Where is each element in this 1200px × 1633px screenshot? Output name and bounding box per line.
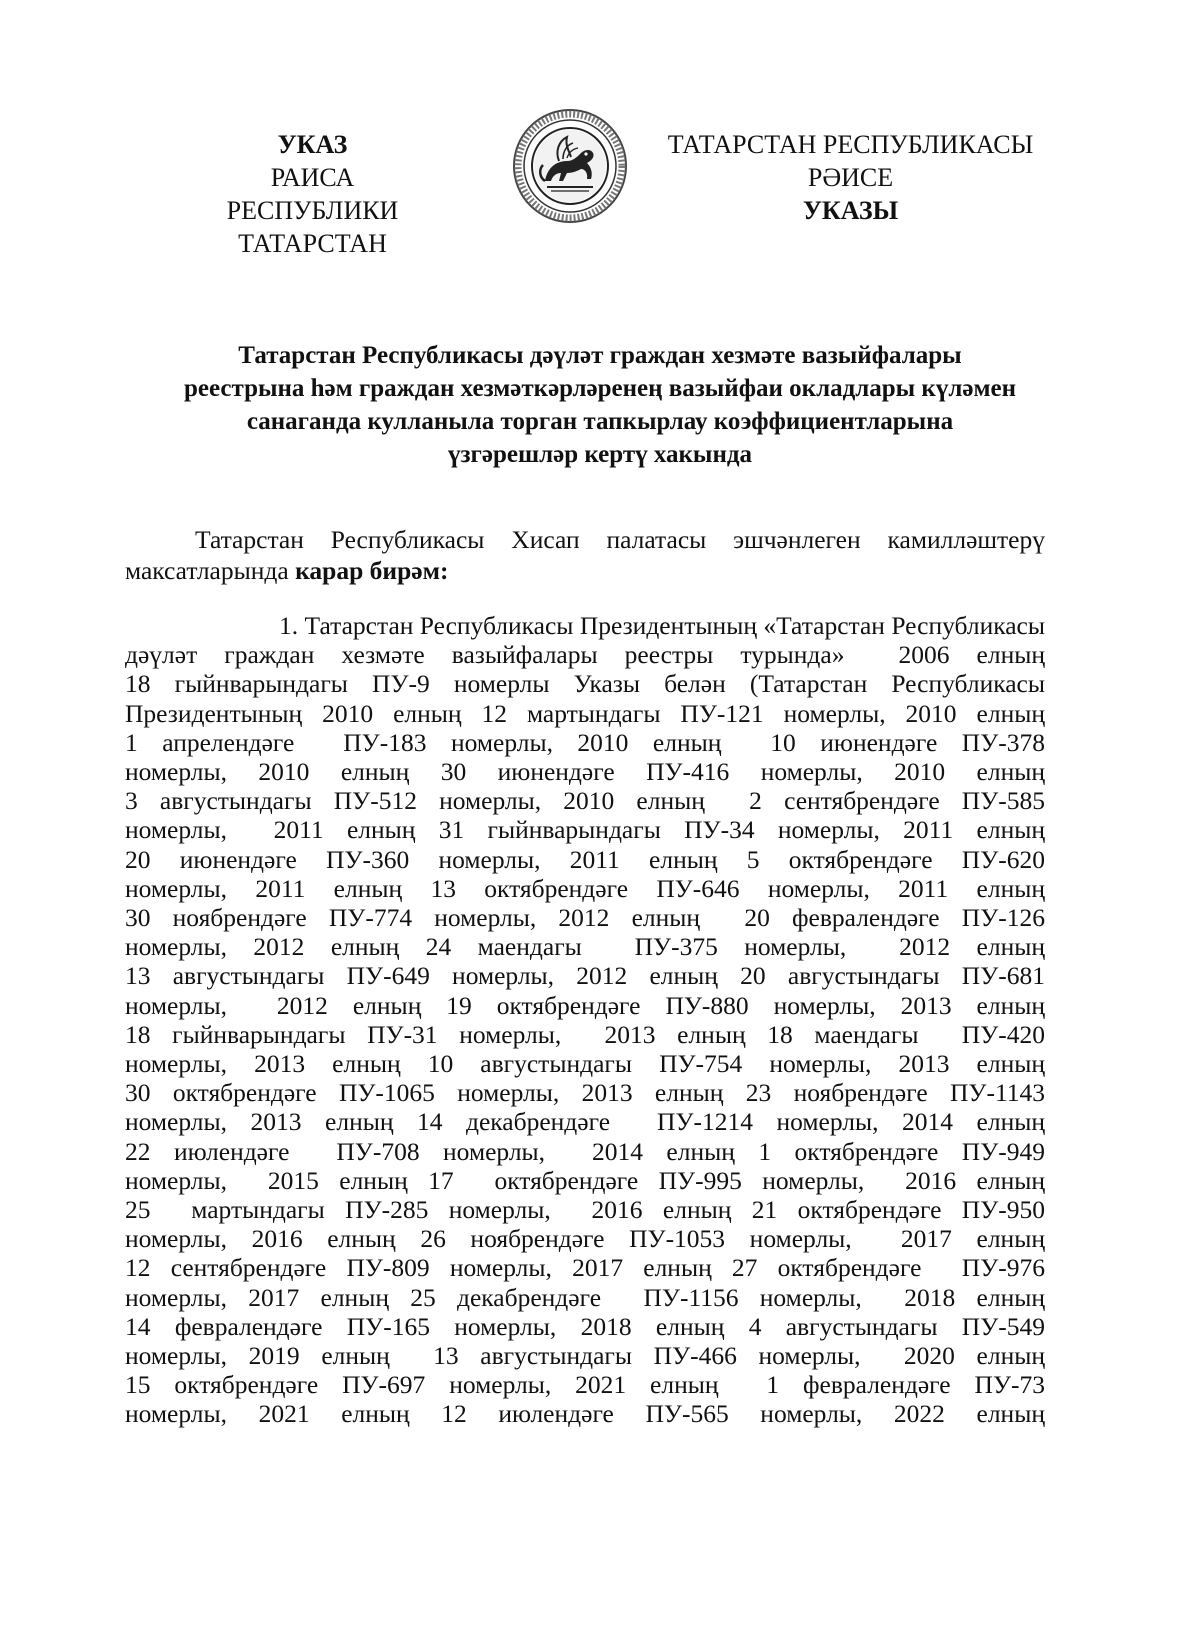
body-line: 1 апрелендәге ПУ-183 номерлы, 2010 елның 10 июнендәге ПУ-378 bbox=[125, 727, 1045, 757]
body-line: 3 августындагы ПУ-512 номерлы, 2010 елның 2 сентябрендәге ПУ-585 bbox=[125, 786, 1045, 816]
body-line: 12 сентябрендәге ПУ-809 номерлы, 2017 елның 27 октябрендәге ПУ-976 bbox=[125, 1253, 1045, 1283]
header-left bbox=[150, 128, 475, 260]
body-line: дәүләт граждан хезмәте вазыйфалары реестры турында» 2006 елның bbox=[125, 640, 1045, 670]
intro-colon: : bbox=[439, 556, 449, 585]
body-line: 25 мартындагы ПУ-285 номерлы, 2016 елның 21 октябрендәге ПУ-950 bbox=[125, 1195, 1045, 1225]
decree-label-tatar: УКАЗЫ bbox=[802, 196, 899, 225]
intro-paragraph bbox=[125, 524, 1045, 586]
body-line: номерлы, 2017 елның 25 декабрендәге ПУ-1156 номерлы, 2018 елның bbox=[125, 1282, 1045, 1312]
head-label: РАИСА bbox=[270, 163, 355, 192]
body-line: 15 октябрендәге ПУ-697 номерлы, 2021 елның 1 февралендәге ПУ-73 bbox=[125, 1370, 1045, 1400]
body-line: номерлы, 2019 елның 13 августындагы ПУ-466 номерлы, 2020 елның bbox=[125, 1341, 1045, 1371]
body-line: 13 августындагы ПУ-649 номерлы, 2012 елның 20 августындагы ПУ-681 bbox=[125, 961, 1045, 991]
decree-body bbox=[125, 611, 1045, 1429]
title-line: Татарстан Республикасы дәүләт граждан хезмәте вазыйфалары bbox=[238, 342, 962, 369]
body-line: номерлы, 2012 елның 24 маендагы ПУ-375 номерлы, 2012 елның bbox=[125, 932, 1045, 962]
body-line: 1. Татарстан Республикасы Президентының «Татарстан Республикасы bbox=[279, 611, 1045, 640]
title-line: санаганда кулланыла торган тапкырлау коэффициентларына bbox=[246, 408, 954, 435]
body-line: 30 ноябрендәге ПУ-774 номерлы, 2012 елның 20 февралендәге ПУ-126 bbox=[125, 903, 1045, 933]
republic-label-tatar: ТАТАРСТАН РЕСПУБЛИКАСЫ bbox=[667, 130, 1034, 159]
decree-label: УКАЗ bbox=[277, 130, 348, 159]
title-line: реестрына һәм граждан хезмәткәрләренең вазыйфаи окладлары күләмен bbox=[183, 375, 1016, 402]
body-line: номерлы, 2021 елның 12 июлендәге ПУ-565 номерлы, 2022 елның bbox=[125, 1399, 1045, 1429]
body-line: 30 октябрендәге ПУ-1065 номерлы, 2013 елның 23 ноябрендәге ПУ-1143 bbox=[125, 1078, 1045, 1108]
body-line: номерлы, 2013 елның 10 августындагы ПУ-754 номерлы, 2013 елның bbox=[125, 1049, 1045, 1079]
body-line: номерлы, 2015 елның 17 октябрендәге ПУ-995 номерлы, 2016 елның bbox=[125, 1165, 1045, 1195]
body-line: 18 гыйнварындагы ПУ-31 номерлы, 2013 елның 18 маендагы ПУ-420 bbox=[125, 1019, 1045, 1049]
title-line: үзгәрешләр кертү хакында bbox=[447, 441, 752, 468]
body-line: номерлы, 2011 елның 13 октябрендәге ПУ-646 номерлы, 2011 елның bbox=[125, 873, 1045, 903]
header-right bbox=[648, 128, 1053, 227]
intro-text: Татарстан Республикасы Хисап палатасы эшчәнлеген камилләштерү максатларында bbox=[125, 525, 1045, 585]
body-line: Президентының 2010 елның 12 мартындагы ПУ-121 номерлы, 2010 елның bbox=[125, 698, 1045, 728]
body-line: номерлы, 2010 елның 30 июнендәге ПУ-416 номерлы, 2010 елның bbox=[125, 757, 1045, 787]
body-line: 14 февралендәге ПУ-165 номерлы, 2018 елның 4 августындагы ПУ-549 bbox=[125, 1311, 1045, 1341]
head-label-tatar: РӘИСЕ bbox=[807, 163, 894, 192]
republic-label: РЕСПУБЛИКИ ТАТАРСТАН bbox=[226, 196, 399, 258]
body-line: номерлы, 2016 елның 26 ноябрендәге ПУ-1053 номерлы, 2017 елның bbox=[125, 1224, 1045, 1254]
body-line: номерлы, 2012 елның 19 октябрендәге ПУ-880 номерлы, 2013 елның bbox=[125, 990, 1045, 1020]
body-line: номерлы, 2013 елның 14 декабрендәге ПУ-1214 номерлы, 2014 елның bbox=[125, 1107, 1045, 1137]
document-title bbox=[100, 339, 1100, 471]
body-line: номерлы, 2011 елның 31 гыйнварындагы ПУ-34 номерлы, 2011 елның bbox=[125, 815, 1045, 845]
body-line: 18 гыйнварындагы ПУ-9 номерлы Указы белән (Татарстан Республикасы bbox=[125, 669, 1045, 699]
tatarstan-coat-of-arms-icon bbox=[511, 107, 629, 225]
body-line: 20 июнендәге ПУ-360 номерлы, 2011 елның 5 октябрендәге ПУ-620 bbox=[125, 844, 1045, 874]
body-line: 22 июлендәге ПУ-708 номерлы, 2014 елның 1 октябрендәге ПУ-949 bbox=[125, 1136, 1045, 1166]
intro-decision: карар бирәм bbox=[295, 556, 440, 585]
